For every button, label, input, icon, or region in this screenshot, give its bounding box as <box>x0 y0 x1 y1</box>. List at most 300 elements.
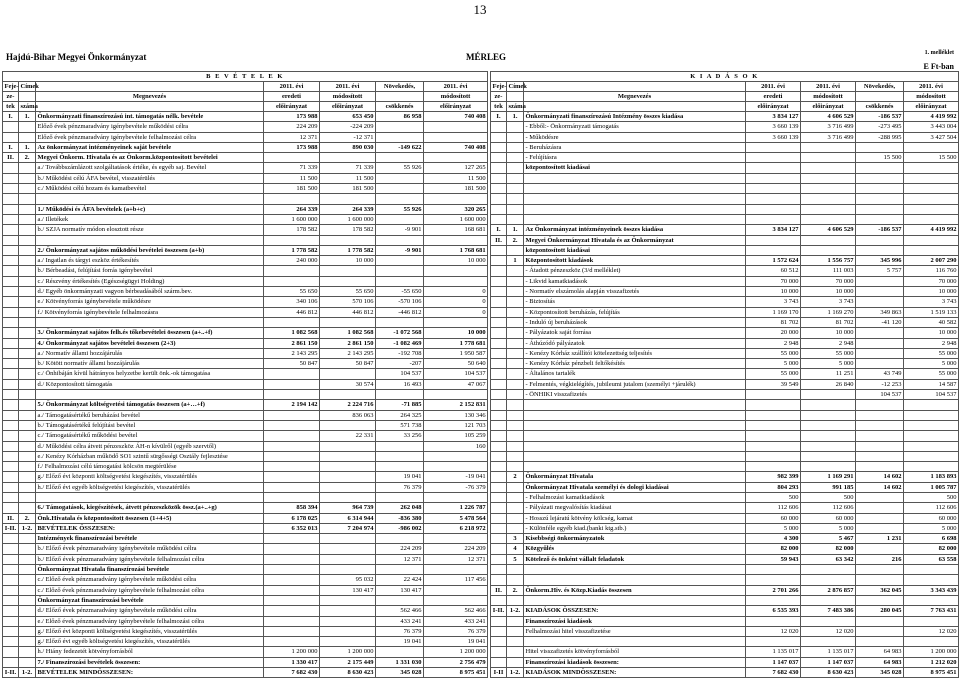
balance-title: MÉRLEG <box>466 52 507 62</box>
revenue-row-code <box>19 503 36 513</box>
revenue-row-value <box>424 492 488 502</box>
revenue-row-value <box>320 276 376 286</box>
expense-row-value <box>801 163 856 173</box>
expense-table-row <box>491 369 959 379</box>
expense-table-row <box>491 503 959 513</box>
expense-row-code <box>491 482 507 492</box>
revenue-row-label: Önkormányzat Hivatala finanszírozási bevétele <box>36 565 264 575</box>
revenue-row-value: 240 000 <box>264 256 320 266</box>
revenue-row-value <box>320 390 376 400</box>
expense-row-value: 3 834 127 <box>746 225 801 235</box>
expense-row-value: 4 419 992 <box>904 112 959 122</box>
revenue-row-label: Előző évek pénzmaradvány igénybevétele felhalmozási célra <box>36 132 264 142</box>
revenue-row-value <box>320 482 376 492</box>
expense-row-value <box>856 431 904 441</box>
revenue-row-value <box>376 565 424 575</box>
revenue-row-value: 22 424 <box>376 575 424 585</box>
expense-row-code <box>507 266 524 276</box>
revenue-row-value <box>264 317 320 327</box>
expense-table-row <box>491 606 959 616</box>
revenue-row-value <box>376 390 424 400</box>
expense-row-code <box>491 287 507 297</box>
revenue-row-label: Önkormányzat finanszírozási bevétele <box>36 595 264 605</box>
revenue-row-value <box>376 317 424 327</box>
revenue-row-value: 8 975 451 <box>424 668 488 678</box>
expense-row-value <box>856 276 904 286</box>
revenue-row-code: 2. <box>19 513 36 523</box>
expense-table-row <box>491 462 959 472</box>
expense-row-value <box>856 359 904 369</box>
expense-row-label: Kötelező és önként vállalt feladatok <box>524 554 746 564</box>
revenue-row-value <box>320 544 376 554</box>
revenue-row-value: 836 063 <box>320 410 376 420</box>
expense-row-code: I-II. <box>491 606 507 616</box>
expense-table-row <box>491 256 959 266</box>
expense-table-row <box>491 194 959 204</box>
expense-row-value <box>856 503 904 513</box>
expense-row-value <box>904 462 959 472</box>
revenue-row-value: 570 106 <box>320 297 376 307</box>
expense-table-row <box>491 585 959 595</box>
expense-row-value: 5 467 <box>801 534 856 544</box>
expense-row-value: 216 <box>856 554 904 564</box>
revenue-row-value: 76 379 <box>424 626 488 636</box>
revenue-row-value: 19 041 <box>376 472 424 482</box>
expense-row-value: 81 702 <box>801 317 856 327</box>
revenue-header-cell: ze- <box>3 92 19 102</box>
revenue-row-value: 130 417 <box>376 585 424 595</box>
expense-row-code: I. <box>491 112 507 122</box>
expense-row-code <box>491 163 507 173</box>
revenue-row-value: 446 812 <box>320 307 376 317</box>
revenue-row-value: 19 041 <box>424 637 488 647</box>
expense-row-label: Önkormányzat Hivatala személyi és dologi kiadásai <box>524 482 746 492</box>
expense-row-code <box>491 657 507 667</box>
expense-header-cell: módosított <box>801 92 856 102</box>
expense-row-code <box>491 379 507 389</box>
revenue-table-row <box>3 513 488 523</box>
expense-table-row <box>491 235 959 245</box>
expense-row-value: 6 535 393 <box>746 606 801 616</box>
expense-header-cell <box>507 92 524 102</box>
revenue-row-value <box>264 626 320 636</box>
expense-row-value: 2 876 857 <box>801 585 856 595</box>
expense-row-label <box>524 173 746 183</box>
revenue-header-cell: Címek <box>20 83 39 90</box>
revenue-table-row <box>3 307 488 317</box>
expense-row-value: 104 537 <box>904 390 959 400</box>
expense-row-value: 7 483 386 <box>801 606 856 616</box>
expense-row-value <box>856 214 904 224</box>
expense-row-code <box>491 544 507 554</box>
expense-row-value <box>801 245 856 255</box>
revenue-row-value: 178 582 <box>264 225 320 235</box>
revenue-table-row <box>3 544 488 554</box>
expense-row-value: 3 660 139 <box>746 122 801 132</box>
revenue-row-label: f./ Felhalmozási célú támogatási kölcsön megtérülése <box>36 462 264 472</box>
revenue-row-label: c./ Működési célú hozam és kamatbevétel <box>36 184 264 194</box>
expense-row-code: 1. <box>507 225 524 235</box>
revenue-row-value <box>424 276 488 286</box>
expense-row-value: 8 630 423 <box>801 668 856 678</box>
revenue-header-cell: csökkenés <box>376 102 424 112</box>
revenue-row-value: -12 371 <box>320 132 376 142</box>
expense-table-row <box>491 132 959 142</box>
expense-row-value: 10 000 <box>904 287 959 297</box>
expense-row-value: 1 147 037 <box>801 657 856 667</box>
expense-row-value: 7 682 430 <box>746 668 801 678</box>
expense-row-value <box>801 173 856 183</box>
revenue-table-row <box>3 585 488 595</box>
expense-row-value: -41 120 <box>856 317 904 327</box>
revenue-table-row <box>3 142 488 152</box>
revenue-row-code: 1. <box>19 112 36 122</box>
expense-row-code <box>507 214 524 224</box>
revenue-row-code <box>3 565 19 575</box>
expense-row-value: 345 996 <box>856 256 904 266</box>
revenue-row-code <box>3 307 19 317</box>
revenue-row-value: 890 030 <box>320 142 376 152</box>
expense-row-value: 15 500 <box>904 153 959 163</box>
revenue-row-value <box>424 565 488 575</box>
revenue-table-row <box>3 256 488 266</box>
revenue-row-value: 7 682 430 <box>264 668 320 678</box>
expense-row-label: - Kenézy Kórház pénzbeli feltőkésítés <box>524 359 746 369</box>
revenue-row-value: 181 500 <box>320 184 376 194</box>
expense-row-code: II. <box>491 585 507 595</box>
revenue-row-value: 12 371 <box>376 554 424 564</box>
revenue-row-value <box>264 390 320 400</box>
revenue-row-value: 345 028 <box>376 668 424 678</box>
revenue-row-value: 320 265 <box>424 204 488 214</box>
expense-row-code <box>507 400 524 410</box>
revenue-row-code <box>3 163 19 173</box>
revenue-header-cell: száma <box>20 103 38 110</box>
expense-row-value <box>801 431 856 441</box>
revenue-row-value <box>424 122 488 132</box>
revenue-row-value: 12 371 <box>264 132 320 142</box>
revenue-table-row <box>3 523 488 533</box>
annex-note: 1. melléklet <box>924 50 954 56</box>
revenue-row-value: 121 703 <box>424 420 488 430</box>
revenue-row-code <box>19 348 36 358</box>
expense-row-value: -186 537 <box>856 112 904 122</box>
expense-row-value <box>746 184 801 194</box>
revenue-row-code <box>19 307 36 317</box>
revenue-row-code <box>3 431 19 441</box>
revenue-row-value: 173 988 <box>264 142 320 152</box>
expense-row-code <box>507 492 524 502</box>
revenue-row-value: 562 466 <box>424 606 488 616</box>
revenue-row-value <box>376 451 424 461</box>
expense-row-code <box>507 451 524 461</box>
expense-row-value <box>904 595 959 605</box>
revenue-table-row <box>3 554 488 564</box>
revenue-row-label: b./ Előző évek pénzmaradvány igénybevétele működési célra <box>36 544 264 554</box>
revenue-row-value: 160 <box>424 441 488 451</box>
expense-row-value: 59 943 <box>746 554 801 564</box>
revenue-row-value: 71 339 <box>320 163 376 173</box>
revenue-row-code <box>3 194 19 204</box>
expense-row-code <box>507 637 524 647</box>
expense-row-code <box>507 420 524 430</box>
expense-row-value <box>746 575 801 585</box>
expense-row-code <box>507 328 524 338</box>
expense-row-value <box>904 420 959 430</box>
expense-row-value: 1 556 757 <box>801 256 856 266</box>
revenue-row-value <box>320 472 376 482</box>
expense-row-code <box>507 163 524 173</box>
expense-row-value: 5 000 <box>801 523 856 533</box>
revenue-row-value <box>320 492 376 502</box>
expense-row-label: KIADÁSOK MINDÖSSZESEN: <box>524 668 746 678</box>
expense-row-code <box>507 287 524 297</box>
expense-row-value: 70 000 <box>904 276 959 286</box>
expense-row-value: 1 519 133 <box>904 307 959 317</box>
expense-row-value: 60 000 <box>801 513 856 523</box>
expense-row-value: 111 003 <box>801 266 856 276</box>
expense-row-code <box>491 142 507 152</box>
revenue-row-value <box>264 544 320 554</box>
expense-row-value <box>904 204 959 214</box>
expense-row-code <box>491 472 507 482</box>
revenue-row-value: -9 901 <box>376 245 424 255</box>
revenue-row-value <box>264 554 320 564</box>
revenue-row-code <box>3 122 19 132</box>
revenue-table-row <box>3 441 488 451</box>
revenue-row-value <box>320 153 376 163</box>
revenue-table-row <box>3 359 488 369</box>
revenue-row-code <box>19 173 36 183</box>
expense-row-value: 12 020 <box>746 626 801 636</box>
expense-row-value <box>801 441 856 451</box>
expense-row-label <box>524 451 746 461</box>
expense-row-value: -186 537 <box>856 225 904 235</box>
expense-row-value: 4 606 529 <box>801 225 856 235</box>
revenue-row-value: -1 082 469 <box>376 338 424 348</box>
expense-row-label: - ÖNHIKI visszafizetés <box>524 390 746 400</box>
revenue-row-value: 433 241 <box>376 616 424 626</box>
expense-row-value: 15 500 <box>856 153 904 163</box>
expense-row-value: 64 983 <box>856 647 904 657</box>
revenue-row-value: 2 224 716 <box>320 400 376 410</box>
expense-row-code <box>507 245 524 255</box>
revenue-table-row <box>3 204 488 214</box>
revenue-row-label: 1./ Működési és ÁFA bevételek (a+b+c) <box>36 204 264 214</box>
expense-row-code <box>491 431 507 441</box>
revenue-row-code <box>19 554 36 564</box>
revenue-row-value: 1 600 000 <box>320 214 376 224</box>
expense-row-value: 70 000 <box>746 276 801 286</box>
expense-row-label: Finanszírozási kiadások <box>524 616 746 626</box>
expense-table-row <box>491 482 959 492</box>
expense-row-value: 991 185 <box>801 482 856 492</box>
expense-row-value <box>801 637 856 647</box>
revenue-row-code <box>3 235 19 245</box>
revenue-row-value <box>264 492 320 502</box>
expense-row-value: 2 007 290 <box>904 256 959 266</box>
revenue-table-row <box>3 163 488 173</box>
expense-row-value: 55 000 <box>801 348 856 358</box>
revenue-row-value: 127 265 <box>424 163 488 173</box>
expense-row-value <box>904 214 959 224</box>
revenue-row-code <box>19 297 36 307</box>
revenue-table-row <box>3 606 488 616</box>
revenue-row-label: g./ Előző évi központi költségvetési kiegészítés, visszatérülés <box>36 472 264 482</box>
revenue-table-row <box>3 451 488 461</box>
revenue-row-label: b./ SZJA normatív módon elosztott része <box>36 225 264 235</box>
expense-row-label: Finanszírozási kiadások összesen: <box>524 657 746 667</box>
revenue-row-code <box>3 503 19 513</box>
revenue-row-value: 2 143 295 <box>320 348 376 358</box>
revenue-row-label: 3./ Önkormányzat sajátos felh.és tőkebevételei összesen (a+..+f) <box>36 328 264 338</box>
revenue-row-code <box>19 359 36 369</box>
revenue-row-value: -207 <box>376 359 424 369</box>
expense-row-value <box>746 410 801 420</box>
revenue-header-row <box>3 102 488 112</box>
expense-row-code <box>491 153 507 163</box>
revenue-row-value <box>376 462 424 472</box>
revenue-row-value: -192 708 <box>376 348 424 358</box>
revenue-row-value: 262 048 <box>376 503 424 513</box>
revenue-row-label: e./ Kenézy Kórházban működő SO1 szintű sürgősségi Osztály fejlesztése <box>36 451 264 461</box>
expense-section-header <box>491 72 959 82</box>
expense-row-value <box>801 420 856 430</box>
expense-row-code <box>491 132 507 142</box>
expense-row-value <box>856 637 904 647</box>
revenue-row-value: 1 082 568 <box>264 328 320 338</box>
expense-table-row <box>491 451 959 461</box>
revenue-header-cell: Feje- <box>4 83 19 90</box>
revenue-row-value: 8 630 423 <box>320 668 376 678</box>
expense-row-value <box>904 565 959 575</box>
expense-header-cell: ze- <box>491 92 507 102</box>
expense-row-value: 5 757 <box>856 266 904 276</box>
expense-table-row <box>491 523 959 533</box>
expense-row-value <box>856 287 904 297</box>
expense-row-code: 3 <box>507 534 524 544</box>
revenue-row-code <box>3 348 19 358</box>
revenue-row-value: 86 958 <box>376 112 424 122</box>
revenue-header-cell: Megnevezés <box>36 92 264 102</box>
revenue-row-label: b./ Támogatásértékű felújítási bevétel <box>36 420 264 430</box>
revenue-table-row <box>3 276 488 286</box>
revenue-row-code: 1-2. <box>19 523 36 533</box>
expense-row-value: 82 000 <box>801 544 856 554</box>
revenue-row-value <box>376 184 424 194</box>
expense-row-label <box>524 410 746 420</box>
revenue-row-value: 95 032 <box>320 575 376 585</box>
expense-row-value: 116 760 <box>904 266 959 276</box>
expense-row-value <box>856 400 904 410</box>
revenue-row-value: -19 041 <box>424 472 488 482</box>
revenue-row-code <box>3 441 19 451</box>
expense-table-row <box>491 317 959 327</box>
revenue-row-code <box>19 410 36 420</box>
revenue-row-code <box>19 626 36 636</box>
revenue-row-value: 1 600 000 <box>424 214 488 224</box>
expense-row-code <box>507 523 524 533</box>
expense-table-row <box>491 266 959 276</box>
expense-row-code: 4 <box>507 544 524 554</box>
expense-row-value <box>904 163 959 173</box>
expense-table-row <box>491 122 959 132</box>
expense-row-value <box>904 441 959 451</box>
expense-table-row <box>491 410 959 420</box>
revenue-row-value <box>424 194 488 204</box>
revenue-row-code <box>19 637 36 647</box>
revenue-row-value: 130 346 <box>424 410 488 420</box>
revenue-row-label: f./ Kötvényforrás igénybevétele felhalmozásra <box>36 307 264 317</box>
revenue-row-value <box>320 194 376 204</box>
revenue-row-value: 181 500 <box>264 184 320 194</box>
expense-row-label: - Induló új beruházások <box>524 317 746 327</box>
expense-table-row <box>491 173 959 183</box>
revenue-table-row <box>3 472 488 482</box>
revenue-row-label: g./ Előző évi központi költségvetési kiegészítés, visszatérülés <box>36 626 264 636</box>
expense-row-value: 2 701 266 <box>746 585 801 595</box>
expense-header-row <box>491 102 959 112</box>
expense-row-code <box>491 400 507 410</box>
expense-row-value: 2 948 <box>801 338 856 348</box>
revenue-row-label: 6./ Támogatások, kiegészítések, átvett pénzeszközök össz.(a+..+g) <box>36 503 264 513</box>
revenue-row-code: I-II. <box>3 523 19 533</box>
expense-row-value <box>904 616 959 626</box>
expense-row-code <box>491 616 507 626</box>
expense-row-code <box>491 513 507 523</box>
revenue-row-code <box>3 554 19 564</box>
revenue-row-code <box>3 132 19 142</box>
revenue-row-value: 1 200 000 <box>424 647 488 657</box>
expense-row-value <box>801 616 856 626</box>
expense-row-label: - Biztosítás <box>524 297 746 307</box>
revenue-row-code <box>3 492 19 502</box>
organization-title: Hajdú-Bihar Megyei Önkormányzat <box>6 52 147 62</box>
expense-table-row <box>491 390 959 400</box>
revenue-row-code <box>19 235 36 245</box>
revenue-row-value: 1 226 787 <box>424 503 488 513</box>
revenue-table-row <box>3 245 488 255</box>
expense-row-code <box>507 297 524 307</box>
expense-row-value: 349 863 <box>856 307 904 317</box>
expense-row-label: - Átadott pénzeszköz (3/d melléklet) <box>524 266 746 276</box>
expense-row-value <box>904 173 959 183</box>
revenue-row-label: a./ Továbbszámlázott szolgáltatások értéke, és egyéb saj. Bevétel <box>36 163 264 173</box>
revenue-table-row <box>3 595 488 605</box>
expense-row-label: Felhalmozási hitel visszafizetése <box>524 626 746 636</box>
expense-row-value <box>904 194 959 204</box>
revenue-row-label: b./ Előző évek pénzmaradvány igénybevétele felhalmozási célra <box>36 554 264 564</box>
expense-table-row <box>491 420 959 430</box>
revenue-row-value: 571 738 <box>376 420 424 430</box>
revenue-row-code <box>19 616 36 626</box>
expense-row-code <box>491 637 507 647</box>
revenue-row-code <box>3 173 19 183</box>
revenue-table-row <box>3 235 488 245</box>
expense-row-code <box>491 420 507 430</box>
revenue-row-value: 0 <box>424 287 488 297</box>
revenue-row-value: 104 537 <box>424 369 488 379</box>
revenue-row-value: 224 209 <box>264 122 320 132</box>
revenue-row-label: Önk.Hivatala és központosított összesen (1+4+5) <box>36 513 264 523</box>
expense-row-value: 345 028 <box>856 668 904 678</box>
expense-row-value <box>746 204 801 214</box>
expense-row-value <box>904 400 959 410</box>
expense-row-code <box>491 214 507 224</box>
expenditure-table <box>490 71 959 678</box>
revenue-row-value: -76 379 <box>424 482 488 492</box>
expense-row-code <box>491 194 507 204</box>
